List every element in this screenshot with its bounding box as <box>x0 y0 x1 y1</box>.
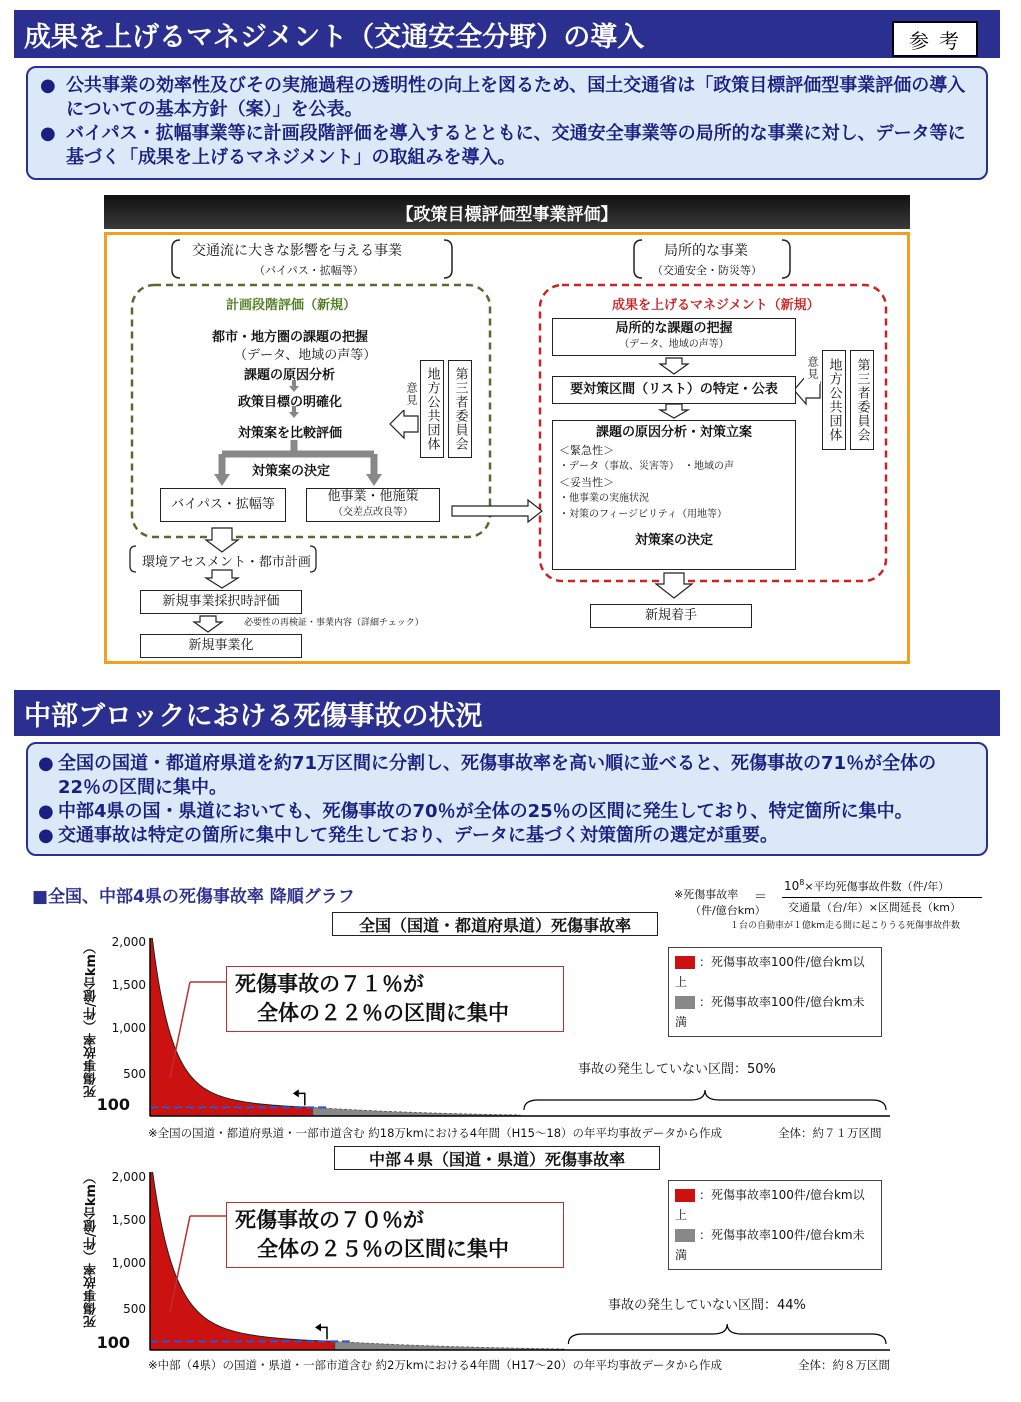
chart1-legend <box>668 947 882 1037</box>
chart2-total: 全体：約８万区間 <box>798 1358 890 1372</box>
left-group-title: 計画段階評価（新規） <box>226 298 357 313</box>
decision-label: 対策案の決定 <box>634 533 713 548</box>
bullet-item: ● 交通事故は特定の箇所に集中して発生しており、データに基づく対策箇所の選定が重要。 <box>38 824 976 848</box>
right-step-1 <box>552 318 796 356</box>
left-local-gov: 地方公共団体 <box>420 360 444 458</box>
validity-item-2: ・対策のフィージビリティ（用地等） <box>559 509 727 520</box>
validity-label: ＜妥当性＞ <box>559 476 614 489</box>
env-assessment: 環境アセスメント・都市計画 <box>142 555 311 570</box>
no-accident-brace <box>568 1324 886 1344</box>
chart1-callout <box>226 966 564 1032</box>
legend-item <box>675 952 875 992</box>
left-step-1: 都市・地方圏の課題の把握 <box>212 330 369 345</box>
chart1-annotation: 事故の発生していない区間：50% <box>578 1062 776 1077</box>
share-marker <box>321 1327 327 1339</box>
legend-label: ：死傷事故率100件/億台km以上 <box>675 955 865 989</box>
legend-swatch-gray <box>675 1229 695 1242</box>
chart2-annotation: 事故の発生していない区間：44% <box>608 1298 806 1313</box>
legend-swatch-red <box>675 1189 695 1202</box>
callout-line-2: 全体の２５％の区間に集中 <box>257 1237 509 1261</box>
left-bracket-sub: （バイパス・拡幅等） <box>254 264 364 277</box>
left-bracket-title: 交通流に大きな影響を与える事業 <box>192 243 402 259</box>
section1-title: 成果を上げるマネジメント（交通安全分野）の導入 <box>24 21 645 53</box>
formula-eq: ＝ <box>754 890 768 905</box>
chart2-ytick: 1,500 <box>111 1213 146 1227</box>
formula-lhs: ※死傷事故率 <box>674 888 739 901</box>
new-project <box>140 634 302 658</box>
legend-item <box>675 992 875 1032</box>
section2-title: 中部ブロックにおける死傷事故の状況 <box>24 700 483 732</box>
right-local-gov: 地方公共団体 <box>822 350 846 450</box>
right-group-title: 成果を上げるマネジメント（新規） <box>612 298 820 313</box>
right-step-3 <box>552 420 796 570</box>
chart1-title: 全国（国道・都道府県道）死傷事故率 <box>332 912 658 936</box>
section2-banner <box>14 690 1000 736</box>
right-third-party: 第三者委員会 <box>850 350 874 450</box>
left-step-1-sub: （データ、地域の声等） <box>234 348 377 363</box>
adoption-eval <box>140 590 302 614</box>
recheck-note: 必要性の再検証・事業内容（詳細チェック） <box>244 618 424 628</box>
chart2-source: ※中部（4県）の国道・県道・一部市道含む 約2万kmにおける4年間（H17～20）の年平均事故データから作成 <box>148 1358 723 1372</box>
evaluation-header: 【政策目標評価型事業評価】 <box>104 195 910 229</box>
no-accident-brace <box>524 1090 886 1110</box>
low-rate-area <box>313 1107 520 1116</box>
option-bypass-label: バイパス・拡幅等 <box>171 497 275 512</box>
right-step-3-label: 課題の原因分析・対策立案 <box>595 425 752 440</box>
new-project-label: 新規事業化 <box>188 638 254 653</box>
chart2-ytick: 2,000 <box>111 1170 146 1184</box>
legend-label: ：死傷事故率100件/億台km以上 <box>675 1188 865 1222</box>
urgency-item: ・データ（事故、災害等） ・地域の声 <box>559 461 734 472</box>
formula-num-base: 10 <box>784 879 800 893</box>
left-step-4: 対策案を比較評価 <box>238 426 343 441</box>
left-step-5: 対策案の決定 <box>252 464 331 479</box>
right-bracket-title: 局所的な事業 <box>664 243 748 259</box>
formula-num <box>784 878 949 894</box>
chart1-ylabel: 死傷事故率（件/億台km） <box>84 941 99 1098</box>
legend-swatch-gray <box>675 996 695 1009</box>
share-marker-head <box>315 1323 321 1331</box>
chart1-total: 全体：約７１万区間 <box>778 1126 882 1140</box>
callout-line-1: 死傷事故の７１％が <box>235 972 424 996</box>
option-other-sub: （交差点改良等） <box>333 507 413 518</box>
legend-item <box>675 1185 875 1225</box>
right-step-1-label: 局所的な課題の把握 <box>615 321 733 336</box>
legend-item <box>675 1225 875 1265</box>
right-start <box>590 604 752 628</box>
right-step-2 <box>552 376 796 404</box>
share-marker-head <box>293 1089 299 1097</box>
chart2-ytick: 100 <box>96 1333 130 1352</box>
chart2-ytick: 500 <box>123 1302 146 1316</box>
right-start-label: 新規着手 <box>644 608 697 623</box>
formula-num-rest: ×平均死傷事故件数（件/年） <box>804 880 950 893</box>
right-step-1-sub: （データ、地域の声等） <box>619 339 729 350</box>
option-bypass <box>160 488 286 522</box>
left-opinion: 意見 <box>402 378 420 410</box>
chart1-ytick: 2,000 <box>111 935 146 949</box>
chart1-ytick: 1,000 <box>111 1021 146 1035</box>
formula-line <box>782 897 982 898</box>
validity-item-1: ・他事業の実施状況 <box>559 493 649 504</box>
chart2-ytick: 1,000 <box>111 1256 146 1270</box>
right-step-2-label: 要対策区間（リスト）の特定・公表 <box>570 382 778 397</box>
left-step-3: 政策目標の明確化 <box>238 395 343 410</box>
adoption-eval-label: 新規事業採択時評価 <box>162 594 280 609</box>
reference-badge: 参考 <box>892 21 978 57</box>
callout-line-2: 全体の２２％の区間に集中 <box>257 1001 509 1025</box>
legend-label: ：死傷事故率100件/億台km未満 <box>675 1228 865 1262</box>
legend-label: ：死傷事故率100件/億台km未満 <box>675 995 865 1029</box>
left-third-party: 第三者委員会 <box>448 360 472 458</box>
bullet-item: ● バイパス・拡幅事業等に計画段階評価を導入するとともに、交通安全事業等の局所的な事業に対し、データ等に基づく「成果を上げるマネジメント」の取組みを導入。 <box>40 122 974 170</box>
option-other-label: 他事業・他施策 <box>327 489 419 504</box>
share-marker <box>299 1093 305 1105</box>
low-rate-area <box>335 1341 564 1350</box>
chart1-ytick: 1,500 <box>111 978 146 992</box>
right-opinion: 意見 <box>804 352 820 384</box>
left-step-2: 課題の原因分析 <box>244 368 336 383</box>
bullet-item: ● 全国の国道・都道府県道を約71万区間に分割し、死傷事故率を高い順に並べると、死傷事故の71％が全体の22％の区間に集中。 <box>38 752 976 800</box>
chart1-ytick: 500 <box>123 1067 146 1081</box>
formula-note: １台の自動車が１億km走る間に起こりうる死傷事故件数 <box>730 921 960 931</box>
graph-heading: ■全国、中部4県の死傷事故率 降順グラフ <box>32 887 355 907</box>
chart2-callout <box>226 1202 564 1268</box>
urgency-label: ＜緊急性＞ <box>559 444 614 457</box>
formula-den: 交通量（台/年）×区間延長（km） <box>788 901 962 914</box>
right-bracket-sub: （交通安全・防災等） <box>652 264 762 277</box>
chart1-source: ※全国の国道・都道府県道・一部市道含む 約18万kmにおける4年間（H15～18）の年平均事故データから作成 <box>148 1126 723 1140</box>
formula-num-exp: 8 <box>799 878 805 887</box>
chart2-ylabel: 死傷事故率（件/億台km） <box>84 1171 99 1328</box>
formula-lhs-unit: （件/億台km） <box>690 904 766 917</box>
section2-bullets <box>26 742 988 856</box>
bullet-item: ● 公共事業の効率性及びその実施過程の透明性の向上を図るため、国土交通省は「政策目標評価型事業評価の導入についての基本方針（案）」を公表。 <box>40 74 974 122</box>
option-other <box>306 488 440 522</box>
bullet-item: ● 中部4県の国・県道においても、死傷事故の70％が全体の25％の区間に発生しており、特定箇所に集中。 <box>38 800 976 824</box>
chart2-legend <box>668 1180 882 1270</box>
callout-line-1: 死傷事故の７０％が <box>235 1208 424 1232</box>
chart2-title: 中部４県（国道・県道）死傷事故率 <box>334 1146 660 1170</box>
chart1-ytick: 100 <box>96 1095 130 1114</box>
legend-swatch-red <box>675 956 695 969</box>
